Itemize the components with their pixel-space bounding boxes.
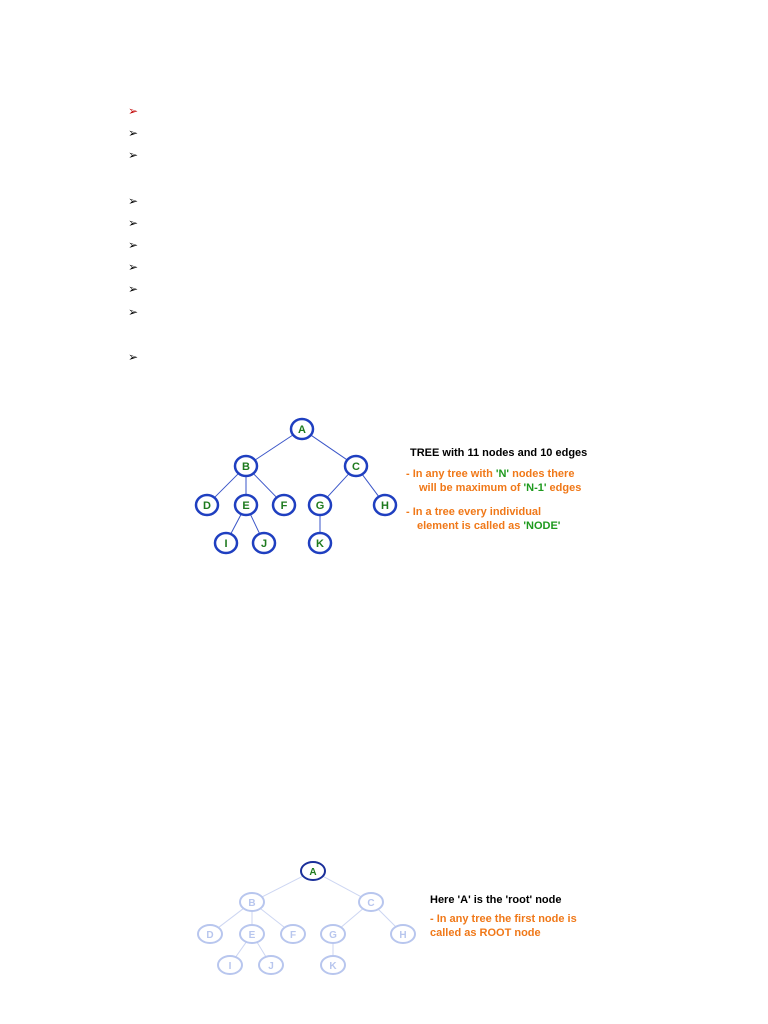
edge-a-c — [321, 875, 363, 898]
note-n1-highlight: 'N-1' — [523, 482, 547, 494]
note-text: will be maximum of — [419, 482, 524, 494]
node-label: I — [224, 538, 228, 550]
edge-a-b — [254, 435, 293, 461]
node-b — [235, 456, 257, 476]
node-label: E — [248, 930, 256, 941]
bullet-arrow-icon: ➢ — [128, 126, 139, 140]
node-label: G — [329, 930, 337, 941]
figure-title: TREE with 11 nodes and 10 edges — [410, 447, 588, 459]
edge-e-i — [231, 514, 242, 534]
node-g — [309, 495, 331, 515]
node-h — [391, 925, 415, 943]
bullet-arrow-icon: ➢ — [128, 216, 139, 230]
node-label: D — [206, 930, 214, 941]
node-h — [374, 495, 396, 515]
node-label: B — [242, 461, 250, 473]
node-label: I — [228, 961, 232, 972]
node-label: C — [367, 898, 375, 909]
node-label: K — [329, 961, 337, 972]
edge-c-g — [327, 473, 349, 497]
edge-c-g — [340, 908, 364, 928]
edge-b-f — [253, 473, 277, 498]
node-f — [281, 925, 305, 943]
bullet-arrow-icon: ➢ — [128, 282, 139, 296]
tree-edges — [214, 435, 379, 535]
node-c — [359, 893, 383, 911]
node-label: H — [381, 500, 389, 512]
edge-b-f — [259, 908, 286, 929]
bullet-arrow-icon: ➢ — [128, 238, 139, 252]
edge-a-c — [310, 435, 348, 461]
root-figure-title: Here 'A' is the 'root' node — [430, 894, 562, 906]
node-label: F — [289, 930, 297, 941]
node-note-line2 — [417, 520, 561, 532]
root-note-line1: - In any tree the first node is — [430, 913, 577, 925]
node-label: E — [242, 500, 250, 512]
node-label: B — [248, 898, 256, 909]
note-text: nodes there — [509, 468, 575, 480]
root-note-line2: called as ROOT node — [430, 927, 541, 939]
edge-b-d — [217, 907, 245, 928]
node-label: H — [399, 930, 407, 941]
node-a — [301, 862, 325, 880]
node-a — [291, 419, 313, 439]
node-label: D — [203, 500, 211, 512]
node-label: G — [315, 500, 325, 512]
edges-note-line1 — [406, 468, 574, 480]
node-label: A — [309, 867, 317, 878]
node-e — [240, 925, 264, 943]
edge-c-h — [377, 908, 396, 927]
node-note-line1: - In a tree every individual — [406, 506, 542, 518]
node-i — [215, 533, 237, 553]
node-label: A — [298, 424, 306, 436]
root-tree-edges — [217, 875, 396, 958]
bullet-arrow-icon: ➢ — [128, 350, 139, 364]
note-text: element is called as — [417, 520, 524, 532]
note-text: - In any tree with — [406, 468, 496, 480]
node-k — [321, 956, 345, 974]
note-text: edges — [546, 482, 582, 494]
node-k — [309, 533, 331, 553]
node-d — [196, 495, 218, 515]
node-label: F — [280, 500, 288, 512]
note-n-highlight: 'N' — [495, 468, 510, 480]
node-i — [218, 956, 242, 974]
node-j — [253, 533, 275, 553]
node-g — [321, 925, 345, 943]
edge-e-i — [235, 941, 247, 957]
node-b — [240, 893, 264, 911]
bullet-arrow-icon: ➢ — [128, 194, 139, 208]
node-d — [198, 925, 222, 943]
note-node-highlight: 'NODE' — [523, 520, 561, 532]
node-j — [259, 956, 283, 974]
node-label: K — [316, 538, 324, 550]
node-e — [235, 495, 257, 515]
node-label: C — [352, 461, 360, 473]
edge-e-j — [257, 942, 267, 958]
node-f — [273, 495, 295, 515]
edges-note-line2 — [418, 482, 581, 494]
bullet-arrow-icon: ➢ — [128, 104, 139, 118]
node-label: J — [260, 538, 268, 550]
edge-c-h — [362, 474, 379, 497]
bullet-arrow-icon: ➢ — [128, 260, 139, 274]
bullet-arrow-icon: ➢ — [128, 305, 139, 319]
node-label: J — [268, 961, 274, 972]
node-c — [345, 456, 367, 476]
edge-e-j — [250, 514, 259, 534]
edge-b-d — [214, 473, 239, 498]
edge-a-b — [260, 875, 305, 898]
bullet-arrow-icon: ➢ — [128, 148, 139, 162]
